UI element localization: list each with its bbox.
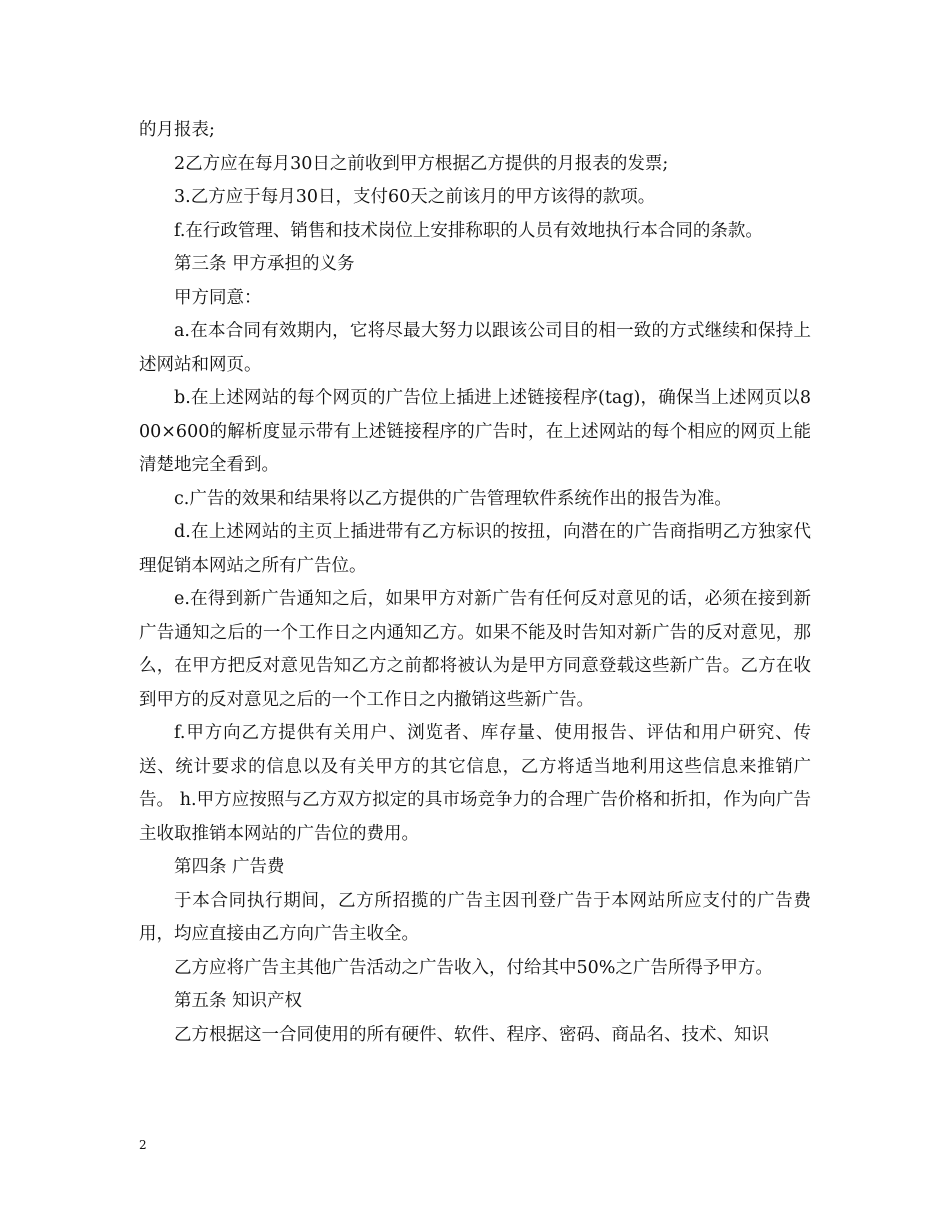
paragraph-17: 乙方根据这一合同使用的所有硬件、软件、程序、密码、商品名、技术、知识 xyxy=(174,1024,769,1045)
paragraph-15: 乙方应将广告主其他广告活动之广告收入，付给其中50%之广告所得予甲方。 xyxy=(174,957,773,978)
section-heading-article-4: 第四条 广告费 xyxy=(174,857,285,877)
paragraph-6: 甲方同意： xyxy=(174,287,262,308)
page-number: 2 xyxy=(139,1138,147,1152)
paragraph-8: b.在上述网站的每个网页的广告位上插进上述链接程序(tag)，确保当上述网页以800×600的解析度显示带有上述链接程序的广告时，在上述网站的每个相应的网页上能清楚地完全看到。 xyxy=(139,388,811,475)
paragraph-7: a.在本合同有效期内，它将尽最大努力以跟该公司目的相一致的方式继续和保持上述网站和网页。 xyxy=(139,321,811,375)
paragraph-10: d.在上述网站的主页上插进带有乙方标识的按扭，向潜在的广告商指明乙方独家代理促销本网站之所有广告位。 xyxy=(139,522,811,576)
paragraph-1: 的月报表; xyxy=(139,120,215,140)
section-heading-article-3: 第三条 甲方承担的义务 xyxy=(174,254,355,274)
paragraph-3: 3.乙方应于每月30日，支付60天之前该月的甲方该得的款项。 xyxy=(174,187,656,207)
section-heading-article-5: 第五条 知识产权 xyxy=(174,991,303,1011)
document-body xyxy=(139,114,811,1052)
paragraph-4: f.在行政管理、销售和技术岗位上安排称职的人员有效地执行本合同的条款。 xyxy=(174,220,763,241)
paragraph-9: c.广告的效果和结果将以乙方提供的广告管理软件系统作出的报告为准。 xyxy=(174,488,732,509)
paragraph-12: f.甲方向乙方提供有关用户、浏览者、库存量、使用报告、评估和用户研究、传送、统计要求的信息以及有关甲方的其它信息，乙方将适当地利用这些信息来推销广告。 h.甲方应按照与乙方双方拟定的具市场竞争力的合理广告价格和折扣，作为向广告主收取推销本网站的广告位的费用。 xyxy=(139,723,811,844)
paragraph-11: e.在得到新广告通知之后，如果甲方对新广告有任何反对意见的话，必须在接到新广告通知之后的一个工作日之内通知乙方。如果不能及时告知对新广告的反对意见，那么，在甲方把反对意见告知乙方之前都将被认为是甲方同意登载这些新广告。乙方在收到甲方的反对意见之后的一个工作日之内撤销这些新广告。 xyxy=(139,589,811,710)
paragraph-14: 于本合同执行期间，乙方所招揽的广告主因刊登广告于本网站所应支付的广告费用，均应直接由乙方向广告主收全。 xyxy=(139,890,811,944)
paragraph-2: 2乙方应在每月30日之前收到甲方根据乙方提供的月报表的发票; xyxy=(174,153,669,174)
